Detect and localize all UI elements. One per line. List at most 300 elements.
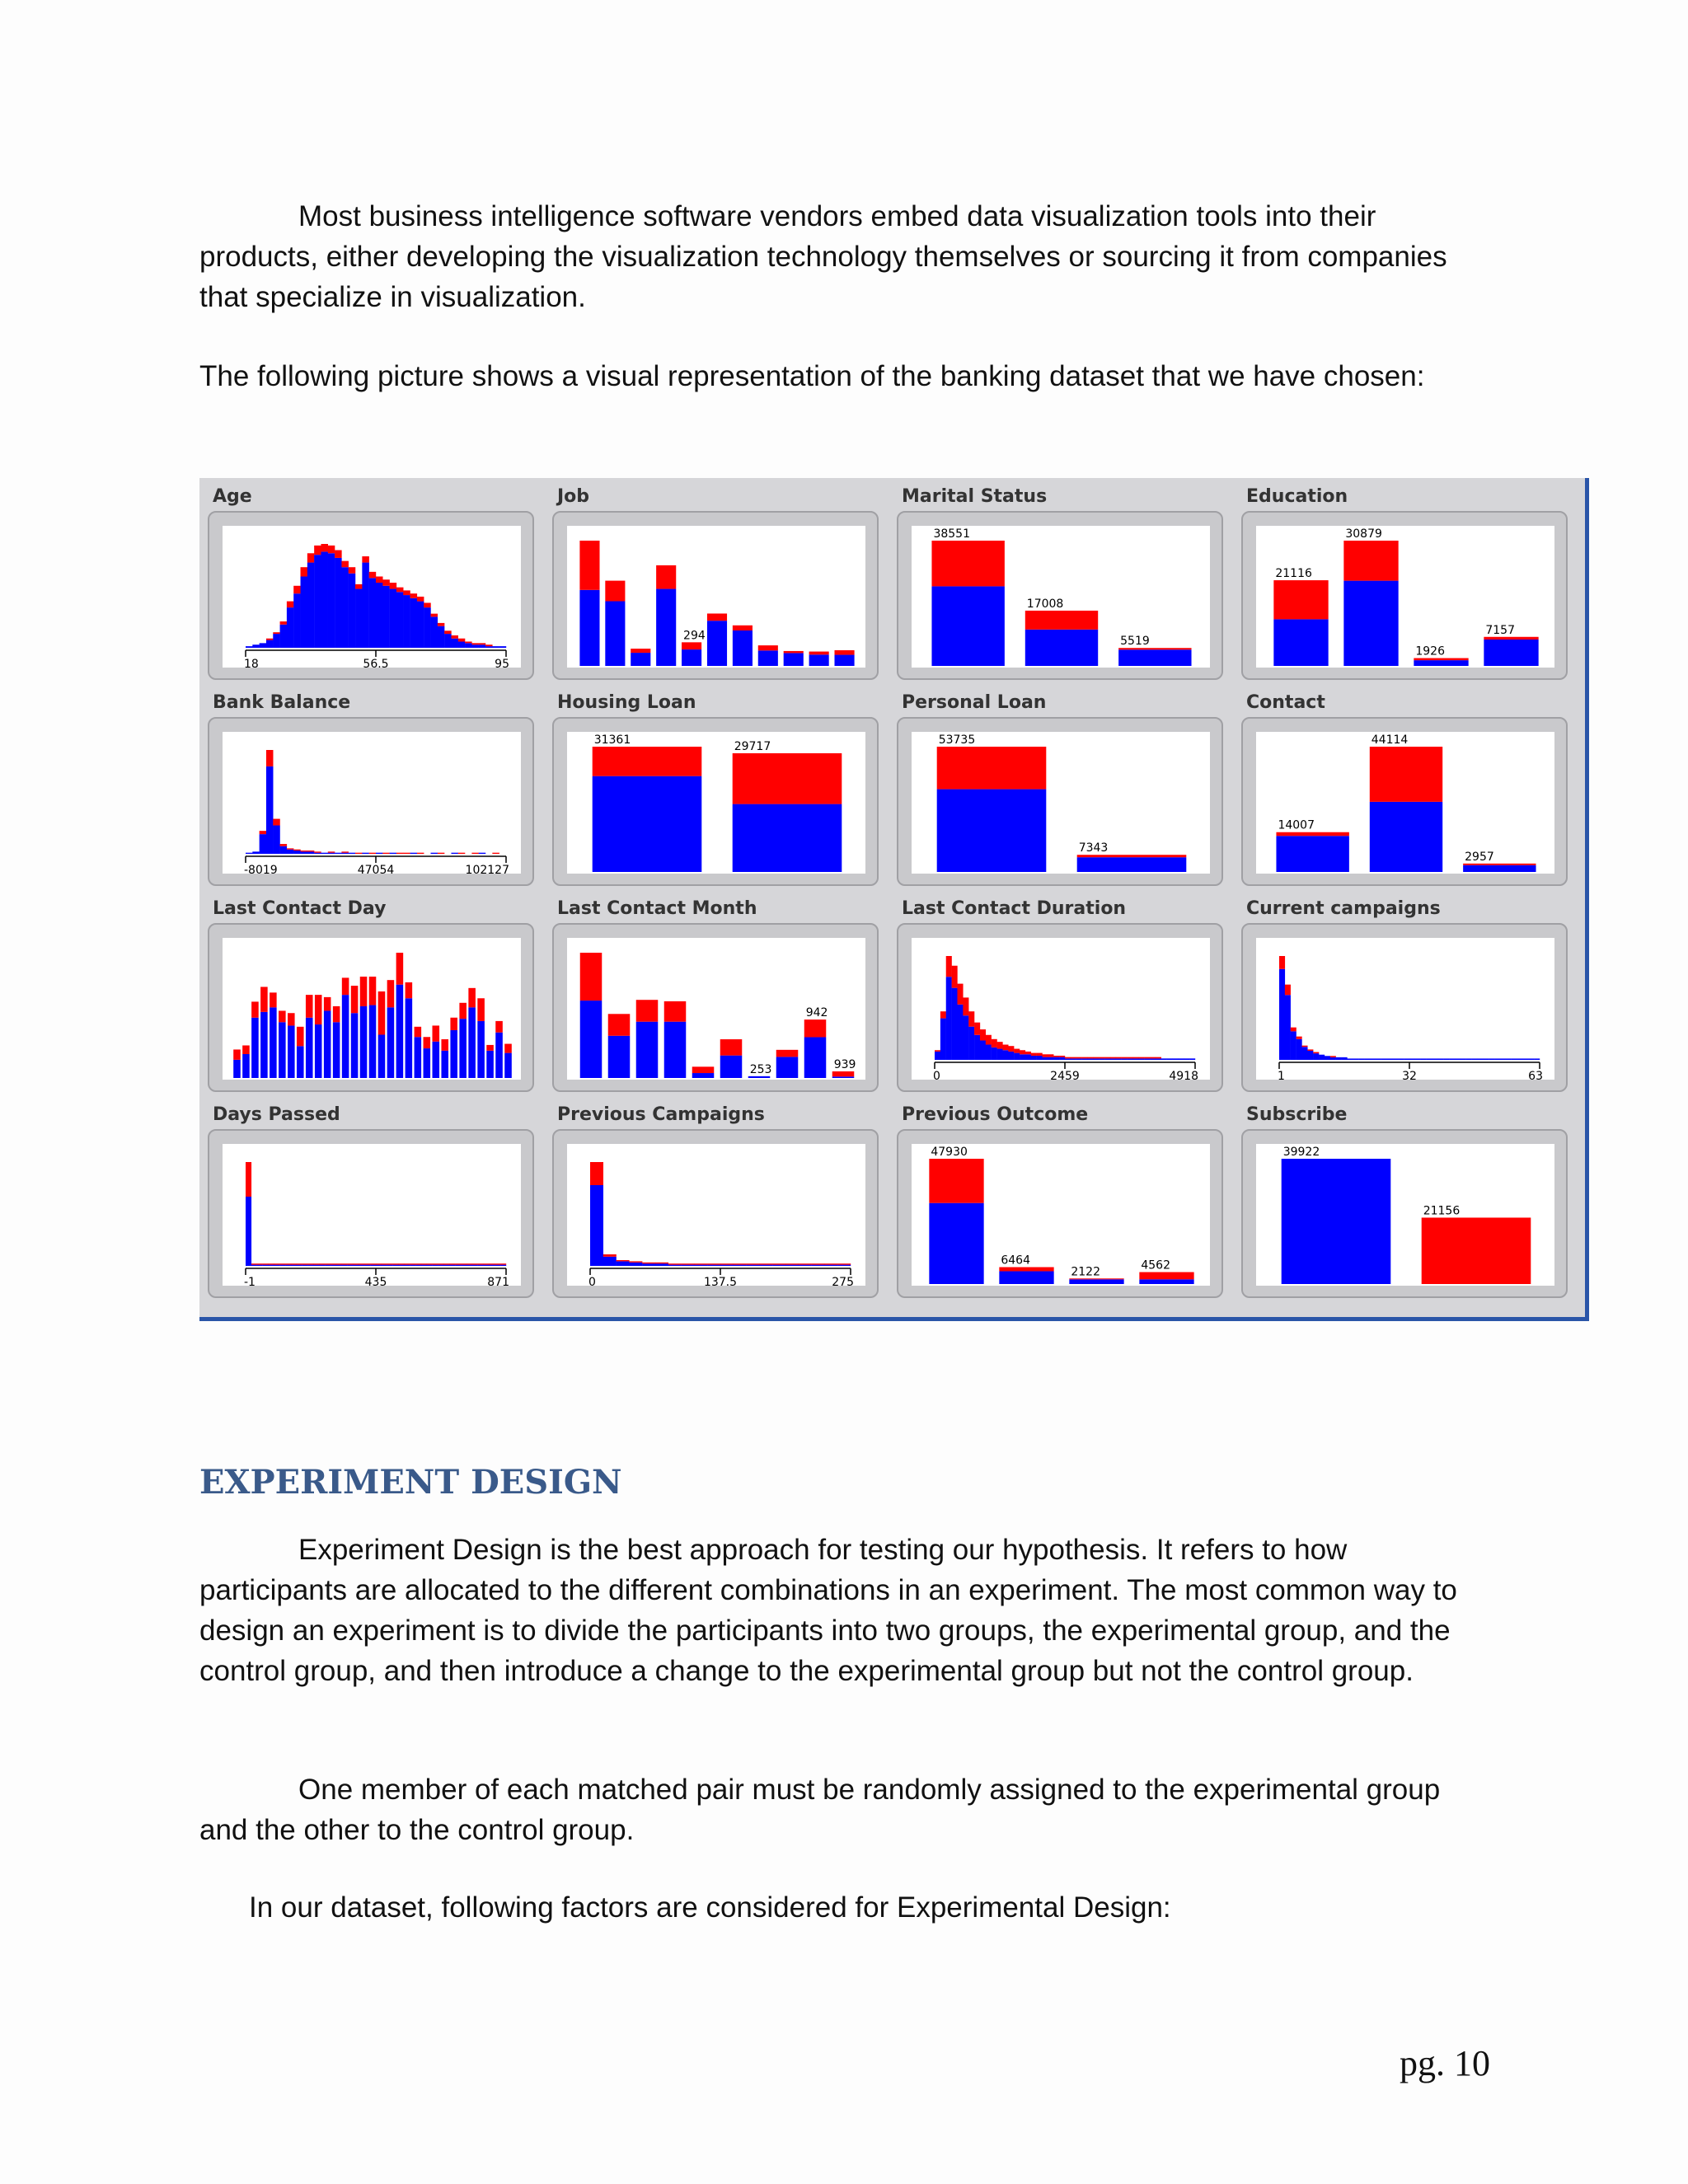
hist-bin-yes	[734, 1263, 747, 1264]
chart-plot	[912, 938, 1210, 1080]
hist-bin-yes	[1043, 1054, 1048, 1057]
hist-bin-yes	[314, 851, 321, 852]
hist-bin-no	[1512, 1058, 1517, 1060]
chart-plot	[567, 1144, 865, 1286]
bar-no	[342, 995, 349, 1078]
hist-bin-no	[1048, 1057, 1053, 1060]
hist-bin-no	[251, 1265, 257, 1266]
hist-bin-no	[1008, 1052, 1014, 1060]
hist-bin-yes	[489, 1263, 495, 1264]
hist-bin-yes	[291, 1263, 297, 1264]
bar-yes	[441, 1039, 448, 1051]
x-tick-label: 1	[1278, 1070, 1285, 1080]
hist-bin-yes	[444, 630, 452, 634]
bar-yes	[631, 649, 650, 653]
hist-bin-yes	[438, 1263, 444, 1264]
hist-bin-no	[997, 1049, 1003, 1060]
hist-bin-no	[1494, 1058, 1500, 1060]
hist-bin-yes	[1037, 1053, 1043, 1056]
bar-yes	[351, 986, 359, 1013]
hist-bin-no	[266, 640, 274, 648]
bar-label: 17008	[1026, 597, 1064, 611]
hist-bin-no	[438, 1265, 444, 1266]
hist-bin-no	[986, 1045, 992, 1060]
hist-bin-no	[451, 639, 458, 648]
hist-bin-no	[467, 1265, 472, 1266]
x-tick-label: 47054	[357, 864, 395, 874]
hist-bin-no	[812, 1265, 825, 1266]
bar-no	[432, 1042, 439, 1078]
hist-bin-no	[291, 1265, 297, 1266]
chart-plot	[1256, 526, 1554, 668]
bar-no	[324, 1010, 331, 1078]
hist-bin-yes	[280, 844, 288, 846]
hist-bin-no	[1138, 1058, 1144, 1060]
bar-no	[279, 1022, 286, 1078]
hist-bin-no	[747, 1265, 760, 1266]
hist-bin-yes	[1065, 1057, 1071, 1059]
bar-yes	[1276, 832, 1348, 837]
bar-no	[682, 649, 701, 666]
hist-bin-yes	[382, 853, 390, 854]
bar-yes	[415, 1027, 422, 1037]
chart-panel-subscribe	[1233, 1096, 1578, 1302]
hist-bin-yes	[759, 1263, 772, 1264]
hist-bin-no	[390, 589, 397, 648]
hist-bin-yes	[812, 1263, 825, 1264]
hist-bin-yes	[1296, 1037, 1302, 1039]
hist-bin-no	[301, 851, 308, 854]
hist-bin-no	[280, 846, 288, 854]
hist-bin-no	[1020, 1054, 1025, 1060]
hist-bin-yes	[458, 639, 466, 642]
bar-no	[486, 1051, 494, 1078]
bar-yes	[720, 1039, 743, 1056]
hist-bin-yes	[940, 1011, 946, 1018]
hist-bin-no	[946, 977, 952, 1060]
hist-bin-yes	[335, 551, 342, 558]
bar-no	[450, 1030, 457, 1078]
hist-bin-no	[1358, 1058, 1364, 1060]
bar-label: 44114	[1371, 733, 1409, 747]
hist-bin-no	[444, 634, 452, 648]
bar-yes	[251, 1001, 259, 1017]
hist-bin-no	[285, 1265, 291, 1266]
hist-bin-no	[1128, 1058, 1133, 1060]
hist-bin-no	[484, 1265, 490, 1266]
hist-bin-yes	[485, 644, 493, 646]
bar-yes	[937, 747, 1047, 790]
hist-bin-yes	[471, 643, 479, 644]
hist-bin-yes	[431, 614, 438, 617]
hist-bin-yes	[1301, 1046, 1307, 1047]
chart-plot	[1256, 938, 1554, 1080]
hist-bin-no	[297, 1265, 302, 1266]
hist-bin-no	[720, 1265, 734, 1266]
hist-bin-no	[370, 1265, 376, 1266]
hist-bin-yes	[1002, 1045, 1008, 1051]
hist-bin-no	[417, 602, 424, 648]
hist-bin-yes	[433, 1263, 438, 1264]
x-tick-label: 435	[364, 1276, 387, 1286]
hist-bin-yes	[382, 579, 390, 586]
hist-bin-yes	[629, 1261, 642, 1262]
hist-bin-no	[1291, 1031, 1296, 1060]
hist-bin-yes	[1025, 1052, 1031, 1054]
bar-yes	[733, 626, 753, 630]
hist-bin-no	[376, 853, 383, 854]
chart-title: Last Contact Day	[213, 898, 387, 919]
hist-bin-yes	[321, 544, 328, 551]
bar-yes	[580, 953, 603, 1001]
hist-bin-no	[427, 1265, 433, 1266]
hist-bin-no	[364, 1265, 370, 1266]
hist-bin-no	[1037, 1056, 1043, 1060]
hist-bin-yes	[467, 1263, 472, 1264]
hist-bin-yes	[396, 588, 404, 593]
x-tick-label: 102127	[465, 864, 509, 874]
hist-bin-yes	[427, 1263, 433, 1264]
bar-yes	[279, 1010, 286, 1022]
hist-bin-no	[642, 1263, 655, 1266]
hist-bin-yes	[1031, 1053, 1037, 1056]
hist-bin-no	[274, 1265, 279, 1266]
hist-bin-no	[341, 853, 349, 854]
chart-title: Subscribe	[1246, 1104, 1348, 1125]
hist-bin-yes	[992, 1039, 997, 1047]
chart-panel-last-contact-duration	[889, 890, 1233, 1096]
hist-bin-yes	[968, 1011, 974, 1026]
hist-bin-no	[331, 1265, 336, 1266]
hist-bin-no	[349, 853, 356, 854]
hist-bin-no	[1449, 1058, 1455, 1060]
bar-no	[733, 630, 753, 666]
bar-yes	[929, 1159, 983, 1203]
hist-bin-no	[451, 853, 458, 854]
chart-title: Personal Loan	[902, 692, 1047, 713]
hist-bin-yes	[1285, 985, 1291, 996]
hist-bin-no	[590, 1185, 603, 1266]
bar-yes	[468, 988, 476, 1007]
hist-bin-no	[415, 1265, 421, 1266]
bar-yes	[233, 1049, 241, 1059]
hist-bin-yes	[603, 1254, 617, 1257]
bar-no	[1463, 865, 1536, 872]
bar-label: 6464	[1001, 1254, 1030, 1268]
hist-bin-yes	[331, 1263, 336, 1264]
bar-no	[406, 998, 413, 1078]
bar-yes	[1118, 648, 1191, 649]
bar-yes	[260, 987, 268, 1011]
bar-no	[1276, 836, 1348, 872]
hist-bin-no	[403, 595, 410, 648]
chart-plot	[223, 938, 521, 1080]
bar-yes	[495, 1021, 503, 1033]
hist-bin-yes	[403, 590, 410, 595]
hist-bin-no	[314, 853, 321, 854]
chart-plot	[567, 938, 865, 1080]
hist-bin-no	[1330, 1057, 1336, 1060]
hist-bin-yes	[1128, 1057, 1133, 1059]
chart-title: Housing Loan	[557, 692, 696, 713]
hist-bin-yes	[500, 1263, 506, 1264]
bar-label: 939	[833, 1057, 856, 1071]
hist-bin-no	[1184, 1058, 1189, 1060]
hist-bin-yes	[417, 853, 424, 854]
hist-bin-yes	[273, 632, 280, 634]
hist-bin-no	[489, 1265, 495, 1266]
hist-bin-no	[1409, 1058, 1415, 1060]
hist-bin-no	[499, 646, 507, 648]
hist-bin-yes	[799, 1263, 812, 1264]
hist-bin-yes	[369, 572, 377, 579]
hist-bin-no	[1279, 969, 1285, 1060]
bar-yes	[1069, 1278, 1123, 1279]
hist-bin-no	[1455, 1058, 1461, 1060]
hist-bin-yes	[328, 851, 335, 852]
hist-bin-no	[837, 1265, 851, 1266]
hist-bin-yes	[1053, 1056, 1059, 1057]
chart-plot	[912, 1144, 1210, 1286]
hist-bin-yes	[280, 621, 288, 625]
hist-bin-yes	[1110, 1057, 1116, 1059]
hist-bin-no	[478, 1265, 484, 1266]
hist-bin-no	[1336, 1057, 1342, 1060]
hist-bin-no	[1500, 1058, 1506, 1060]
hist-bin-no	[1043, 1057, 1048, 1060]
bar-yes	[360, 977, 368, 1006]
hist-bin-yes	[1076, 1057, 1082, 1059]
hist-bin-yes	[997, 1042, 1003, 1048]
bar-no	[260, 1012, 268, 1078]
bar-label: 253	[749, 1062, 772, 1076]
hist-bin-yes	[274, 1263, 279, 1264]
bar-label: 47930	[931, 1146, 968, 1159]
x-tick-label: 137.5	[703, 1276, 738, 1286]
bar-label: 31361	[593, 733, 631, 747]
hist-bin-yes	[1122, 1057, 1128, 1059]
x-tick-label: 0	[933, 1070, 940, 1080]
bar-no	[804, 1037, 827, 1078]
hist-bin-no	[1122, 1058, 1128, 1060]
hist-bin-yes	[293, 850, 301, 851]
hist-bin-no	[404, 1265, 410, 1266]
bar-no	[333, 1022, 340, 1078]
bar-yes	[784, 651, 804, 653]
bar-yes	[369, 977, 377, 1005]
hist-bin-no	[759, 1265, 772, 1266]
hist-bin-no	[328, 853, 335, 854]
hist-bin-yes	[390, 583, 397, 589]
chart-title: Bank Balance	[213, 692, 351, 713]
hist-bin-no	[1031, 1056, 1037, 1060]
chart-plot	[1256, 1144, 1554, 1286]
hist-bin-yes	[1279, 956, 1285, 969]
hist-bin-yes	[785, 1263, 799, 1264]
hist-bin-yes	[668, 1263, 682, 1264]
bar-label: 5519	[1120, 635, 1150, 649]
hist-bin-no	[1002, 1050, 1008, 1060]
bar-no	[1414, 660, 1468, 666]
hist-bin-yes	[301, 567, 308, 576]
bar-no	[459, 1019, 467, 1078]
hist-bin-yes	[1150, 1057, 1156, 1059]
hist-bin-yes	[484, 1263, 490, 1264]
hist-bin-no	[410, 598, 418, 648]
hist-bin-no	[952, 988, 958, 1060]
bar-yes	[306, 995, 313, 1018]
hist-bin-yes	[348, 1263, 354, 1264]
hist-bin-yes	[349, 567, 356, 574]
hist-bin-yes	[707, 1263, 720, 1264]
bar-no	[387, 1007, 395, 1078]
hist-bin-no	[376, 583, 383, 648]
hist-bin-no	[313, 1265, 319, 1266]
hist-bin-no	[655, 1263, 668, 1266]
hist-bin-no	[1483, 1058, 1489, 1060]
hist-bin-yes	[325, 1263, 331, 1264]
x-tick-label: 63	[1528, 1070, 1543, 1080]
hist-bin-yes	[492, 853, 499, 854]
hist-bin-no	[1296, 1039, 1302, 1060]
hist-bin-no	[325, 1265, 331, 1266]
hist-bin-yes	[266, 750, 274, 766]
bar-no	[1282, 1159, 1391, 1284]
hist-bin-no	[980, 1040, 986, 1060]
hist-bin-yes	[443, 1263, 449, 1264]
bar-no	[999, 1271, 1053, 1284]
bar-yes	[424, 1037, 431, 1048]
chart-panel-previous-campaigns	[544, 1096, 889, 1302]
hist-bin-no	[308, 1265, 314, 1266]
x-tick-label: 0	[588, 1276, 596, 1286]
hist-bin-yes	[1071, 1057, 1076, 1059]
bar-label: 53735	[938, 733, 976, 747]
bar-yes	[324, 997, 331, 1011]
chart-plot	[912, 732, 1210, 874]
chart-panel-current-campaigns	[1233, 890, 1578, 1096]
hist-bin-no	[263, 1265, 269, 1266]
hist-bin-no	[355, 589, 363, 648]
hist-bin-no	[1427, 1058, 1432, 1060]
x-tick-label: 871	[487, 1276, 509, 1286]
hist-bin-yes	[355, 853, 363, 854]
hist-bin-no	[433, 1265, 438, 1266]
hist-bin-no	[341, 567, 349, 648]
hist-bin-no	[472, 1265, 478, 1266]
hist-bin-yes	[1082, 1057, 1088, 1059]
hist-bin-yes	[1099, 1057, 1104, 1059]
hist-bin-no	[1082, 1058, 1088, 1060]
hist-bin-no	[1421, 1058, 1427, 1060]
bar-no	[1139, 1279, 1193, 1284]
hist-bin-no	[301, 576, 308, 648]
bar-yes	[288, 1013, 295, 1025]
hist-bin-no	[617, 1261, 630, 1266]
hist-bin-no	[398, 1265, 404, 1266]
x-tick-label: 4918	[1169, 1070, 1198, 1080]
hist-bin-yes	[393, 1263, 399, 1264]
hist-bin-no	[1071, 1058, 1076, 1060]
hist-bin-no	[369, 578, 377, 648]
hist-bin-no	[1144, 1058, 1150, 1060]
bar-no	[809, 654, 829, 666]
chart-panel-bank-balance	[199, 684, 544, 890]
hist-bin-yes	[1008, 1046, 1014, 1052]
factors-paragraph: In our dataset, following factors are considered for Experimental Design:	[249, 1891, 1171, 1924]
hist-bin-no	[492, 646, 499, 648]
hist-bin-yes	[479, 643, 486, 644]
hist-bin-yes	[461, 1263, 467, 1264]
bar-label: 294	[683, 629, 706, 643]
hist-bin-yes	[266, 639, 274, 640]
hist-bin-yes	[935, 1050, 940, 1052]
hist-bin-no	[1472, 1058, 1478, 1060]
hist-bin-yes	[336, 1263, 342, 1264]
hist-bin-yes	[376, 576, 383, 583]
bar-yes	[387, 980, 395, 1007]
hist-bin-yes	[382, 1263, 387, 1264]
x-tick-label: 275	[832, 1276, 854, 1286]
hist-bin-yes	[1087, 1057, 1093, 1059]
hist-bin-no	[396, 592, 404, 648]
hist-bin-yes	[287, 602, 294, 608]
hist-bin-no	[1132, 1058, 1138, 1060]
bar-no	[834, 655, 854, 666]
hist-bin-yes	[1313, 1052, 1319, 1054]
hist-bin-no	[1313, 1053, 1319, 1060]
hist-bin-yes	[1156, 1057, 1161, 1059]
banking-dataset-visualization	[199, 478, 1589, 1321]
hist-bin-yes	[963, 997, 968, 1015]
hist-bin-no	[410, 1265, 415, 1266]
hist-bin-yes	[1093, 1057, 1099, 1059]
hist-bin-no	[307, 851, 315, 854]
bar-yes	[1273, 580, 1328, 619]
hist-bin-no	[1415, 1058, 1421, 1060]
hist-bin-yes	[342, 1263, 348, 1264]
hist-bin-no	[968, 1027, 974, 1060]
bar-label: 1926	[1415, 644, 1445, 658]
hist-bin-no	[246, 853, 253, 854]
bar-no	[931, 586, 1004, 666]
bar-no	[636, 1022, 659, 1078]
hist-bin-no	[257, 1265, 263, 1266]
hist-bin-no	[1059, 1057, 1065, 1060]
bar-no	[631, 653, 650, 666]
hist-bin-yes	[308, 1263, 314, 1264]
bar-yes	[776, 1050, 799, 1057]
hist-bin-yes	[957, 984, 963, 1005]
hist-bin-yes	[1020, 1050, 1025, 1054]
bar-yes	[1463, 864, 1536, 865]
bar-no	[1273, 619, 1328, 666]
bar-yes	[342, 977, 349, 995]
x-tick-label: -8019	[244, 864, 278, 874]
x-tick-label: 56.5	[363, 658, 389, 668]
hist-bin-yes	[307, 553, 315, 562]
bar-no	[832, 1076, 855, 1078]
hist-bin-no	[252, 851, 260, 854]
hist-bin-no	[1285, 995, 1291, 1060]
chart-title: Job	[557, 486, 590, 507]
hist-bin-no	[707, 1265, 720, 1266]
bar-no	[1069, 1279, 1123, 1284]
hist-bin-no	[500, 1265, 506, 1266]
hist-bin-yes	[319, 1263, 325, 1264]
bar-no	[605, 602, 625, 666]
hist-bin-no	[935, 1052, 940, 1060]
